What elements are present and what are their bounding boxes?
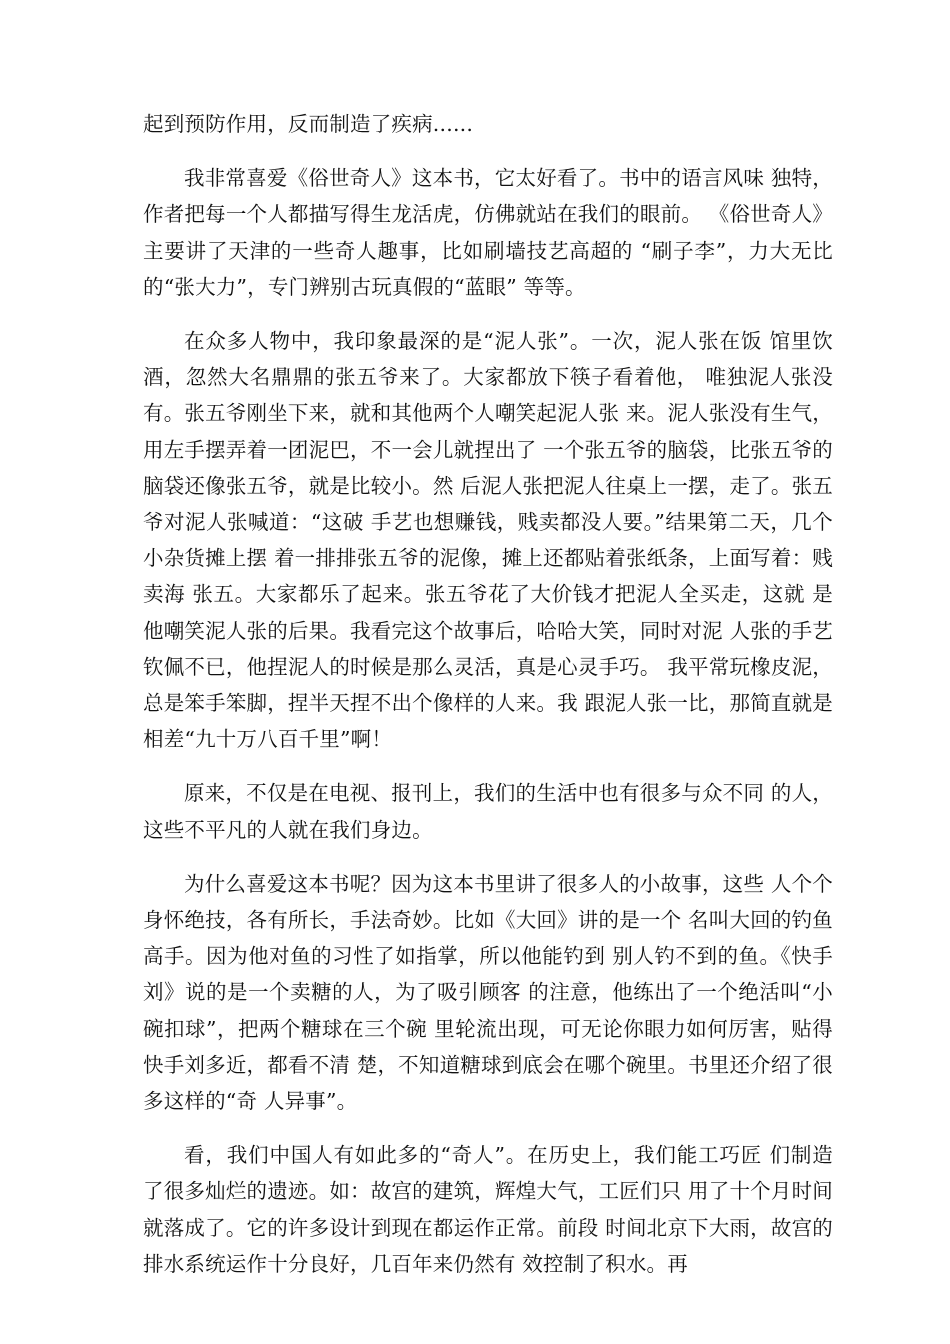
paragraph-chinese-craftsmen: 看，我们中国人有如此多的“奇人”。在历史上，我们能工巧匠 们制造了很多灿烂的遗迹。如：故宫的建筑，辉煌大气，工匠们只 用了十个月时间就落成了。它的许多设计到现在都运作正常。前段 时间北京下大雨，故宫的排水系统运作十分良好，几百年来仍然有 效控制了积水。再	[143, 1143, 833, 1276]
paragraph-book-intro: 我非常喜爱《俗世奇人》这本书，它太好看了。书中的语言风味 独特，作者把每一个人都描写得生龙活虎，仿佛就站在我们的眼前。 《俗世奇人》主要讲了天津的一些奇人趣事，比如刷墙技艺高超的 “刷子李”，力大无比的“张大力”，专门辨别古玩真假的“蓝眼” 等等。	[143, 166, 833, 299]
paragraph-continuation: 起到预防作用，反而制造了疾病......	[143, 112, 474, 136]
paragraph-ordinary-people: 原来，不仅是在电视、报刊上，我们的生活中也有很多与众不同 的人，这些不平凡的人就在我们身边。	[143, 781, 833, 842]
paragraph-why-love-book: 为什么喜爱这本书呢？因为这本书里讲了很多人的小故事，这些 人个个身怀绝技，各有所长，手法奇妙。比如《大回》讲的是一个 名叫大回的钓鱼高手。因为他对鱼的习性了如指掌，所以他能钓到 别人钓不到的鱼。《快手刘》说的是一个卖糖的人，为了吸引顾客 的注意，他练出了一个绝活叫“小碗扣球”，把两个糖球在三个碗 里轮流出现，可无论你眼力如何厉害，贴得快手刘多近，都看不清 楚，不知道糖球到底会在哪个碗里。书里还介绍了很多这样的“奇 人异事”。	[143, 871, 833, 1114]
document-body	[143, 106, 833, 1300]
paragraph-clay-zhang-story: 在众多人物中，我印象最深的是“泥人张”。一次，泥人张在饭 馆里饮酒，忽然大名鼎鼎的张五爷来了。大家都放下筷子看着他， 唯独泥人张没有。张五爷刚坐下来，就和其他两个人嘲笑起泥人张 来。泥人张没有生气，用左手摆弄着一团泥巴，不一会儿就捏出了 一个张五爷的脑袋，比张五爷的脑袋还像张五爷，就是比较小。然 后泥人张把泥人往桌上一摆，走了。张五爷对泥人张喊道：“这破 手艺也想赚钱，贱卖都没人要。”结果第二天，几个小杂货摊上摆 着一排排张五爷的泥像，摊上还都贴着张纸条，上面写着：贱卖海 张五。大家都乐了起来。张五爷花了大价钱才把泥人全买走，这就 是他嘲笑泥人张的后果。我看完这个故事后，哈哈大笑，同时对泥 人张的手艺钦佩不已，他捏泥人的时候是那么灵活，真是心灵手巧。 我平常玩橡皮泥，总是笨手笨脚，捏半天捏不出个像样的人来。我 跟泥人张一比，那简直就是相差“九十万八百千里”啊！	[143, 329, 833, 752]
